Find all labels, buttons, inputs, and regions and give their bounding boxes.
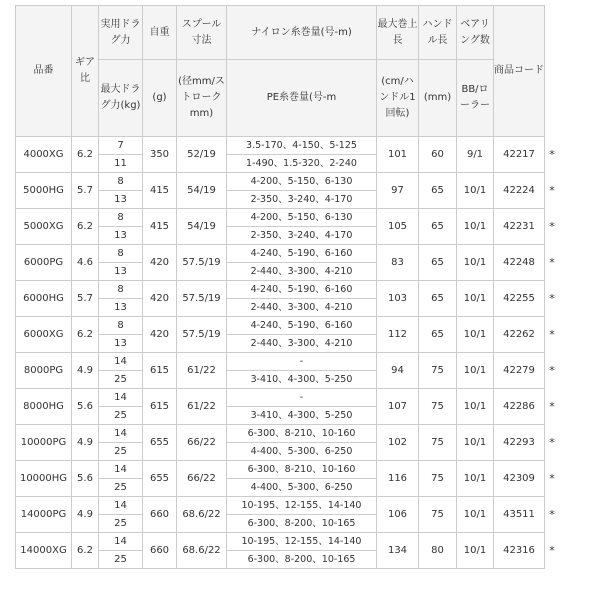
cell-nylon: 10-195、12-155、14-140	[227, 533, 377, 551]
cell-drag-practical: 8	[99, 209, 143, 227]
cell-drag-practical: 8	[99, 245, 143, 263]
cell-code: 42316	[494, 533, 545, 569]
cell-handle: 65	[419, 173, 457, 209]
cell-spool: 66/22	[177, 461, 227, 497]
header-mark-spacer	[545, 6, 560, 137]
cell-bearing: 10/1	[457, 209, 494, 245]
cell-spool: 68.6/22	[177, 497, 227, 533]
cell-nylon: 4-200、5-150、6-130	[227, 209, 377, 227]
cell-gear: 6.2	[72, 533, 99, 569]
cell-drag-practical: 8	[99, 317, 143, 335]
cell-model: 8000PG	[16, 353, 72, 389]
cell-handle: 75	[419, 461, 457, 497]
header-handle-unit: (mm)	[419, 60, 457, 137]
cell-mark: *	[545, 317, 560, 353]
cell-mark: *	[545, 209, 560, 245]
cell-code: 42279	[494, 353, 545, 389]
cell-drag-max: 13	[99, 227, 143, 245]
cell-retrieve: 134	[377, 533, 419, 569]
cell-gear: 6.2	[72, 209, 99, 245]
cell-handle: 65	[419, 245, 457, 281]
cell-code: 42286	[494, 389, 545, 425]
header-retrieve: 最大巻上長	[377, 6, 419, 60]
cell-retrieve: 101	[377, 137, 419, 173]
cell-weight: 350	[143, 137, 177, 173]
cell-drag-practical: 14	[99, 353, 143, 371]
cell-bearing: 10/1	[457, 245, 494, 281]
cell-bearing: 10/1	[457, 425, 494, 461]
cell-spool: 61/22	[177, 389, 227, 425]
cell-retrieve: 83	[377, 245, 419, 281]
cell-handle: 75	[419, 497, 457, 533]
cell-model: 6000HG	[16, 281, 72, 317]
cell-drag-practical: 14	[99, 461, 143, 479]
cell-mark: *	[545, 173, 560, 209]
cell-retrieve: 106	[377, 497, 419, 533]
cell-gear: 5.6	[72, 461, 99, 497]
cell-nylon: 4-240、5-190、6-160	[227, 245, 377, 263]
cell-spool: 57.5/19	[177, 245, 227, 281]
cell-nylon: 4-240、5-190、6-160	[227, 317, 377, 335]
cell-drag-practical: 8	[99, 173, 143, 191]
cell-code: 42262	[494, 317, 545, 353]
cell-handle: 65	[419, 317, 457, 353]
cell-mark: *	[545, 461, 560, 497]
cell-gear: 4.9	[72, 497, 99, 533]
cell-gear: 6.2	[72, 317, 99, 353]
cell-model: 5000HG	[16, 173, 72, 209]
cell-gear: 4.9	[72, 425, 99, 461]
cell-mark: *	[545, 281, 560, 317]
spec-table	[15, 5, 559, 569]
cell-handle: 65	[419, 209, 457, 245]
table-row	[16, 209, 560, 227]
cell-drag-max: 13	[99, 335, 143, 353]
cell-retrieve: 94	[377, 353, 419, 389]
cell-model: 10000PG	[16, 425, 72, 461]
cell-nylon: 6-300、8-210、10-160	[227, 461, 377, 479]
cell-code: 43511	[494, 497, 545, 533]
table-row	[16, 281, 560, 299]
cell-handle: 65	[419, 281, 457, 317]
table-row	[16, 353, 560, 371]
cell-bearing: 10/1	[457, 533, 494, 569]
cell-bearing: 10/1	[457, 353, 494, 389]
table-row	[16, 425, 560, 443]
cell-retrieve: 107	[377, 389, 419, 425]
cell-code: 42293	[494, 425, 545, 461]
cell-retrieve: 112	[377, 317, 419, 353]
cell-model: 4000XG	[16, 137, 72, 173]
cell-nylon: 3.5-170、4-150、5-125	[227, 137, 377, 155]
cell-drag-practical: 7	[99, 137, 143, 155]
cell-code: 42255	[494, 281, 545, 317]
header-weight-unit: (g)	[143, 60, 177, 137]
cell-handle: 60	[419, 137, 457, 173]
cell-handle: 75	[419, 425, 457, 461]
cell-pe: 2-350、3-240、4-170	[227, 227, 377, 245]
cell-weight: 660	[143, 533, 177, 569]
cell-weight: 420	[143, 245, 177, 281]
table-row	[16, 317, 560, 335]
cell-drag-max: 25	[99, 371, 143, 389]
cell-drag-practical: 8	[99, 281, 143, 299]
cell-drag-max: 13	[99, 263, 143, 281]
cell-drag-max: 11	[99, 155, 143, 173]
header-pe: PE糸巻量(号-m	[227, 60, 377, 137]
cell-gear: 4.9	[72, 353, 99, 389]
cell-pe: 2-440、3-300、4-210	[227, 263, 377, 281]
cell-drag-practical: 14	[99, 425, 143, 443]
cell-bearing: 10/1	[457, 317, 494, 353]
cell-drag-max: 25	[99, 551, 143, 569]
cell-mark: *	[545, 245, 560, 281]
cell-model: 5000XG	[16, 209, 72, 245]
cell-pe: 4-400、5-300、6-250	[227, 443, 377, 461]
cell-drag-max: 25	[99, 443, 143, 461]
cell-nylon: 10-195、12-155、14-140	[227, 497, 377, 515]
cell-handle: 75	[419, 389, 457, 425]
cell-retrieve: 102	[377, 425, 419, 461]
cell-pe: 2-440、3-300、4-210	[227, 335, 377, 353]
cell-spool: 57.5/19	[177, 317, 227, 353]
spec-table-container	[15, 5, 559, 569]
cell-retrieve: 97	[377, 173, 419, 209]
cell-weight: 655	[143, 461, 177, 497]
cell-spool: 54/19	[177, 173, 227, 209]
cell-bearing: 10/1	[457, 497, 494, 533]
header-spool-unit: (径mm/ストロークmm)	[177, 60, 227, 137]
cell-mark: *	[545, 137, 560, 173]
cell-mark: *	[545, 389, 560, 425]
table-row	[16, 389, 560, 407]
header-spool: スプール寸法	[177, 6, 227, 60]
cell-drag-max: 25	[99, 479, 143, 497]
cell-pe: 4-400、5-300、6-250	[227, 479, 377, 497]
cell-model: 14000XG	[16, 533, 72, 569]
header-code: 商品コード	[494, 6, 545, 137]
cell-spool: 57.5/19	[177, 281, 227, 317]
cell-code: 42224	[494, 173, 545, 209]
header-gear: ギア比	[72, 6, 99, 137]
cell-handle: 75	[419, 353, 457, 389]
header-bearing: ベアリング数	[457, 6, 494, 60]
cell-spool: 52/19	[177, 137, 227, 173]
cell-drag-max: 13	[99, 191, 143, 209]
cell-gear: 4.6	[72, 245, 99, 281]
cell-gear: 5.7	[72, 173, 99, 209]
table-row	[16, 137, 560, 155]
cell-weight: 420	[143, 317, 177, 353]
cell-nylon: 6-300、8-210、10-160	[227, 425, 377, 443]
cell-spool: 61/22	[177, 353, 227, 389]
header-weight: 自重	[143, 6, 177, 60]
table-row	[16, 533, 560, 551]
cell-bearing: 10/1	[457, 461, 494, 497]
cell-drag-practical: 14	[99, 389, 143, 407]
header-handle: ハンドル長	[419, 6, 457, 60]
header-drag-practical: 実用ドラグ力	[99, 6, 143, 60]
cell-nylon: 4-240、5-190、6-160	[227, 281, 377, 299]
cell-pe: 6-300、8-200、10-165	[227, 551, 377, 569]
cell-spool: 68.6/22	[177, 533, 227, 569]
cell-spool: 54/19	[177, 209, 227, 245]
cell-model: 6000PG	[16, 245, 72, 281]
cell-pe: 2-350、3-240、4-170	[227, 191, 377, 209]
cell-bearing: 10/1	[457, 173, 494, 209]
cell-code: 42248	[494, 245, 545, 281]
header-bearing-unit: BB/ローラー	[457, 60, 494, 137]
cell-bearing: 10/1	[457, 281, 494, 317]
cell-nylon: -	[227, 353, 377, 371]
cell-weight: 415	[143, 173, 177, 209]
cell-handle: 80	[419, 533, 457, 569]
cell-retrieve: 103	[377, 281, 419, 317]
header-retrieve-unit: (cm/ハンドル1回転)	[377, 60, 419, 137]
cell-bearing: 10/1	[457, 389, 494, 425]
cell-gear: 5.6	[72, 389, 99, 425]
cell-pe: 3-410、4-300、5-250	[227, 371, 377, 389]
cell-retrieve: 105	[377, 209, 419, 245]
cell-weight: 655	[143, 425, 177, 461]
cell-pe: 3-410、4-300、5-250	[227, 407, 377, 425]
cell-drag-practical: 14	[99, 533, 143, 551]
cell-drag-max: 25	[99, 407, 143, 425]
table-row	[16, 245, 560, 263]
cell-pe: 6-300、8-200、10-165	[227, 515, 377, 533]
cell-mark: *	[545, 533, 560, 569]
cell-code: 42231	[494, 209, 545, 245]
cell-model: 8000HG	[16, 389, 72, 425]
cell-weight: 660	[143, 497, 177, 533]
cell-weight: 615	[143, 353, 177, 389]
cell-model: 10000HG	[16, 461, 72, 497]
cell-drag-practical: 14	[99, 497, 143, 515]
cell-model: 6000XG	[16, 317, 72, 353]
cell-pe: 2-440、3-300、4-210	[227, 299, 377, 317]
cell-pe: 1-490、1.5-320、2-240	[227, 155, 377, 173]
cell-bearing: 9/1	[457, 137, 494, 173]
cell-gear: 6.2	[72, 137, 99, 173]
cell-drag-max: 13	[99, 299, 143, 317]
cell-weight: 615	[143, 389, 177, 425]
spec-table-body	[16, 137, 560, 569]
cell-mark: *	[545, 425, 560, 461]
cell-nylon: -	[227, 389, 377, 407]
cell-model: 14000PG	[16, 497, 72, 533]
table-row	[16, 173, 560, 191]
cell-code: 42217	[494, 137, 545, 173]
header-drag-max: 最大ドラグ力(kg)	[99, 60, 143, 137]
table-row	[16, 461, 560, 479]
cell-gear: 5.7	[72, 281, 99, 317]
cell-mark: *	[545, 497, 560, 533]
table-row	[16, 497, 560, 515]
cell-code: 42309	[494, 461, 545, 497]
cell-mark: *	[545, 353, 560, 389]
cell-weight: 420	[143, 281, 177, 317]
header-model: 品番	[16, 6, 72, 137]
header-nylon: ナイロン糸巻量(号-m)	[227, 6, 377, 60]
cell-drag-max: 25	[99, 515, 143, 533]
cell-nylon: 4-200、5-150、6-130	[227, 173, 377, 191]
cell-retrieve: 116	[377, 461, 419, 497]
cell-weight: 415	[143, 209, 177, 245]
cell-spool: 66/22	[177, 425, 227, 461]
